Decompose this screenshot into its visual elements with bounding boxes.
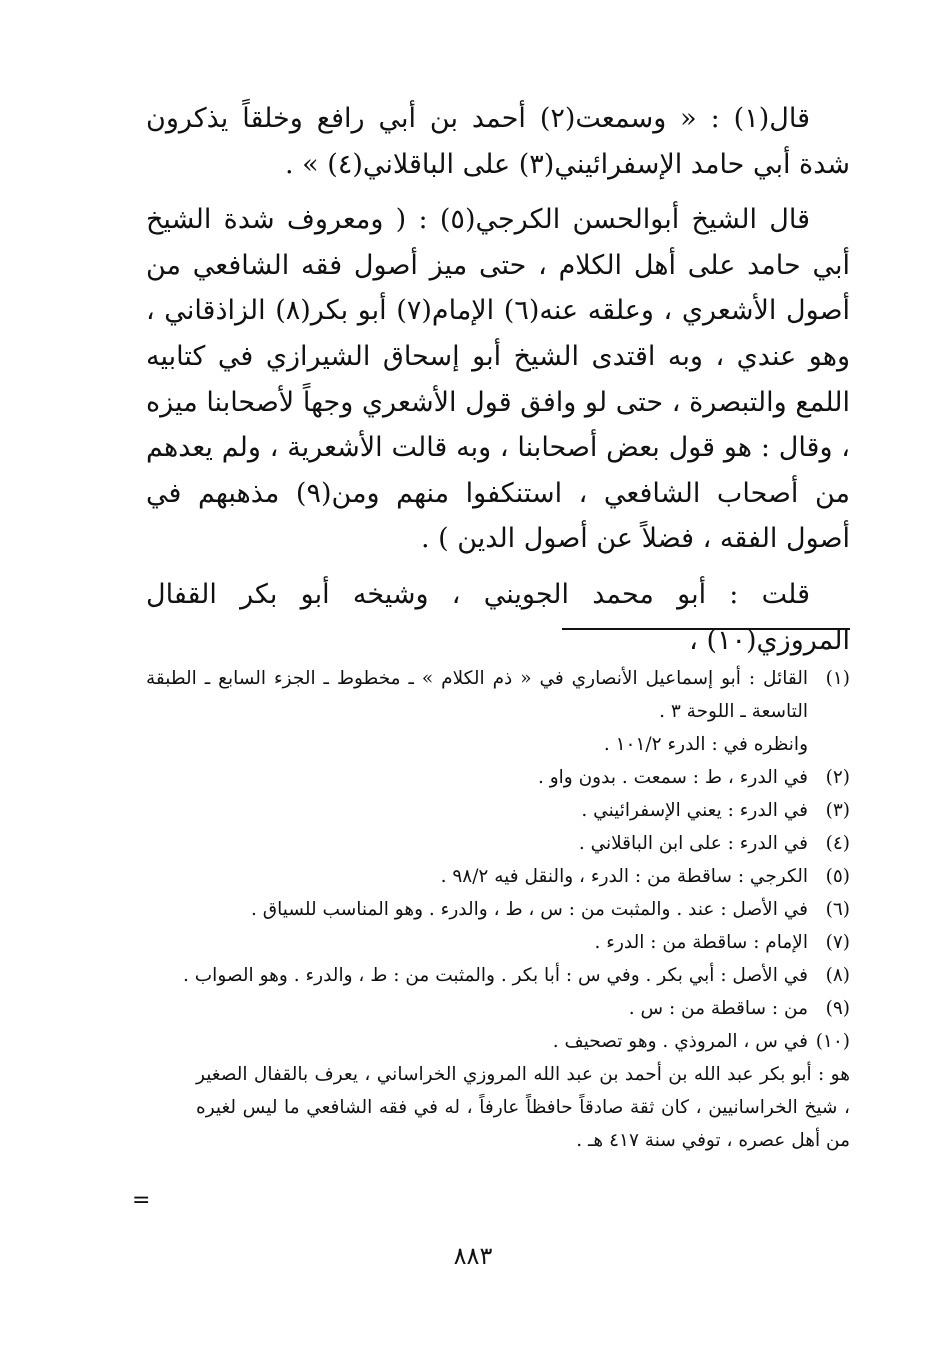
paragraph: قال(١) : « وسمعت(٢) أحمد بن أبي رافع وخلقاً يذكرون شدة أبي حامد الإسفرائيني(٣) على الباقلاني(٤) » . bbox=[146, 103, 850, 180]
footnote bbox=[146, 827, 850, 860]
footnote-text: في الدرء : على ابن الباقلاني . bbox=[578, 833, 808, 854]
footnote-text: في الأصل : عند . والمثبت من : س ، ط ، والدرء . وهو المناسب للسياق . bbox=[251, 899, 808, 920]
footnote-number: (١٠) bbox=[815, 1031, 850, 1052]
footnote-text: في س ، المروذي . وهو تصحيف . bbox=[552, 1031, 808, 1052]
page-number: ٨٨٣ bbox=[453, 1242, 493, 1270]
footnote bbox=[146, 1025, 850, 1058]
footnote-number: (٩) bbox=[825, 998, 850, 1019]
footnote-number: (٦) bbox=[825, 899, 850, 920]
footnote-text: الإمام : ساقطة من : الدرء . bbox=[594, 932, 808, 953]
footnote bbox=[146, 761, 850, 794]
footnote-text: من : ساقطة من : س . bbox=[628, 998, 808, 1019]
footnote bbox=[146, 893, 850, 926]
paragraph: قال الشيخ أبوالحسن الكرجي(٥) : ( ومعروف شدة الشيخ أبي حامد على أهل الكلام ، حتى ميز أصول فقه الشافعي من أصول الأشعري ، وعلقه عنه(٦) الإمام(٧) أبو بكر(٨) الزاذقاني ، وهو عندي ، وبه اقتدى الشيخ أبو إسحاق الشيرازي في كتابيه اللمع والتبصرة ، حتى لو وافق قول الأشعري وجهاً لأصحابنا ميزه ، وقال : هو قول بعض أصحابنا ، وبه قالت الأشعرية ، ولم يعدهم من أصحاب الشافعي ، استنكفوا منهم ومن(٩) مذهبهم في أصول الفقه ، فضلاً عن أصول الدين ) . bbox=[146, 204, 851, 555]
footnote-text: في الأصل : أبي بكر . وفي س : أبا بكر . والمثبت من : ط ، والدرء . وهو الصواب . bbox=[183, 965, 808, 986]
footnote bbox=[146, 926, 850, 959]
footnote-number: (٥) bbox=[825, 866, 850, 887]
footnote-number: (٣) bbox=[825, 800, 850, 821]
footnote bbox=[146, 959, 850, 992]
footnote bbox=[146, 794, 850, 827]
footnote-biography: هو : أبو بكر عبد الله بن أحمد بن عبد الله المروزي الخراساني ، يعرف بالقفال الصغير ، شيخ الخراسانيين ، كان ثقة صادقاً حافظاً عارفاً ، له في فقه الشافعي ما ليس لغيره من أهل عصره ، توفي سنة ٤١٧ هـ . bbox=[196, 1064, 850, 1151]
footnotes bbox=[146, 662, 850, 1157]
footnote bbox=[146, 992, 850, 1025]
footnote-text: في الدرء : يعني الإسفرائيني . bbox=[581, 800, 808, 821]
footnote-separator bbox=[562, 628, 850, 630]
footnote-number: (١) bbox=[825, 668, 850, 689]
footnote bbox=[146, 860, 850, 893]
footnote-number: (٨) bbox=[825, 965, 850, 986]
footnote-continuation: وانظره في : الدرء ١٠١/٢ . bbox=[603, 734, 808, 755]
footnote-text: القائل : أبو إسماعيل الأنصاري في « ذم الكلام » ـ مخطوط ـ الجزء السابع ـ الطبقة التاسعة ـ اللوحة ٣ . bbox=[146, 668, 808, 722]
continuation-mark: = bbox=[132, 1188, 151, 1213]
footnote-text: في الدرء ، ط : سمعت . بدون واو . bbox=[537, 767, 808, 788]
footnote-number: (٧) bbox=[825, 932, 850, 953]
footnote-number: (٢) bbox=[825, 767, 850, 788]
main-text bbox=[146, 96, 850, 673]
footnote-number: (٤) bbox=[825, 833, 850, 854]
paragraph: قلت : أبو محمد الجويني ، وشيخه أبو بكر القفال المروزي(١٠) ، bbox=[146, 578, 850, 656]
footnote-text: الكرجي : ساقطة من : الدرء ، والنقل فيه ٩٨/٢ . bbox=[440, 866, 808, 887]
footnote bbox=[146, 662, 850, 728]
